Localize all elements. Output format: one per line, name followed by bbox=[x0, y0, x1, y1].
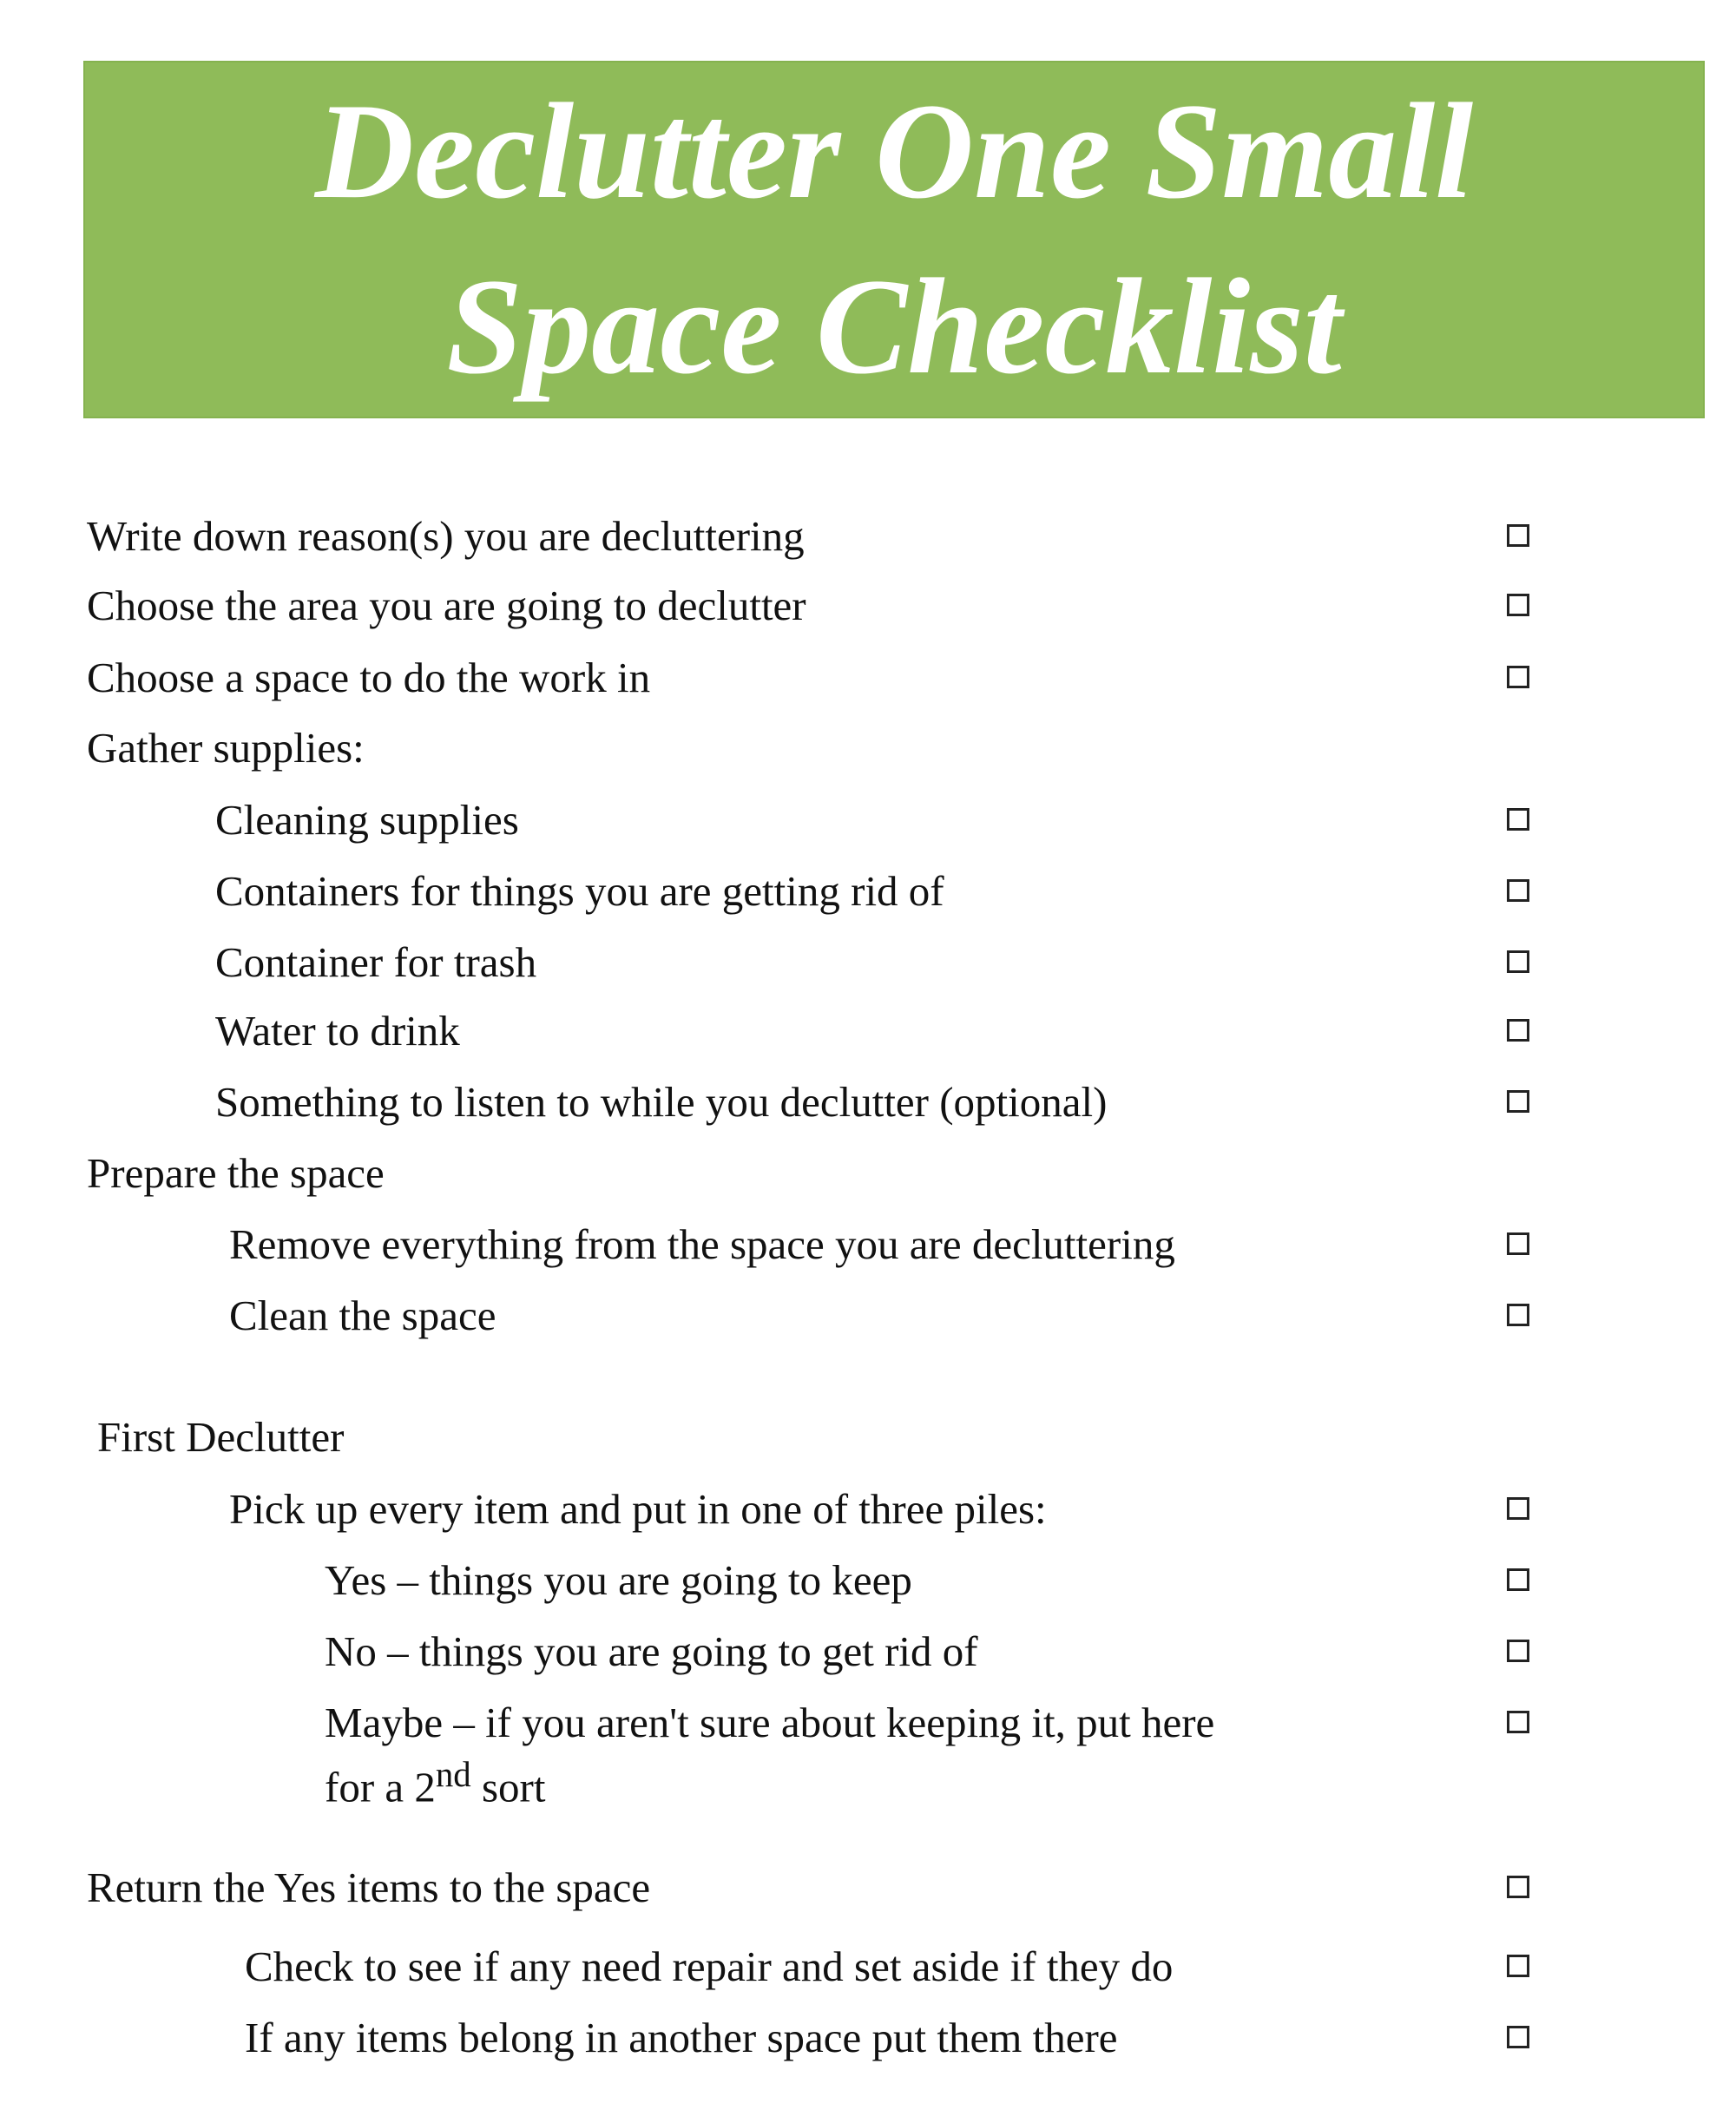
checklist-item bbox=[0, 1554, 1736, 1607]
checklist-item-label: Write down reason(s) you are decluttering bbox=[87, 512, 805, 560]
checkbox[interactable] bbox=[1507, 1640, 1529, 1662]
checklist-item bbox=[0, 794, 1736, 846]
checklist-item bbox=[0, 1290, 1736, 1342]
checklist-item-label: Maybe – if you aren't sure about keeping it, put here bbox=[325, 1699, 1215, 1746]
section-heading bbox=[0, 722, 1736, 774]
checklist-item-label: Yes – things you are going to keep bbox=[325, 1556, 912, 1604]
checklist-item-label: No – things you are going to get rid of bbox=[325, 1627, 978, 1675]
checkbox[interactable] bbox=[1507, 1497, 1529, 1520]
checkbox[interactable] bbox=[1507, 808, 1529, 831]
checkbox[interactable] bbox=[1507, 1019, 1529, 1042]
checklist-item bbox=[0, 865, 1736, 917]
section-heading-label: Prepare the space bbox=[87, 1149, 385, 1197]
checklist-item-label: Something to listen to while you declutter (optional) bbox=[215, 1078, 1108, 1126]
checklist-item bbox=[0, 1005, 1736, 1057]
checklist-item-label-continuation bbox=[325, 1749, 545, 1813]
checklist-item bbox=[0, 1219, 1736, 1271]
checklist-item bbox=[0, 580, 1736, 632]
checklist-item-label: Check to see if any need repair and set aside if they do bbox=[245, 1942, 1174, 1990]
checklist-item bbox=[0, 937, 1736, 989]
section-heading bbox=[0, 1147, 1736, 1200]
checklist-item-label: Clean the space bbox=[229, 1292, 496, 1339]
checkbox[interactable] bbox=[1507, 879, 1529, 902]
checkbox[interactable] bbox=[1507, 2026, 1529, 2048]
checkbox[interactable] bbox=[1507, 1232, 1529, 1255]
checklist-item bbox=[0, 1941, 1736, 1993]
checklist-item bbox=[0, 510, 1736, 562]
checklist-item bbox=[0, 2012, 1736, 2064]
checklist-item bbox=[0, 1076, 1736, 1128]
checklist-item bbox=[0, 652, 1736, 704]
checklist-item bbox=[0, 1862, 1736, 1914]
checklist-item-label: Container for trash bbox=[215, 938, 537, 986]
title-banner bbox=[83, 61, 1705, 418]
checklist-item-label: Pick up every item and put in one of three piles: bbox=[229, 1485, 1047, 1533]
checkbox[interactable] bbox=[1507, 524, 1529, 547]
checklist-item-label: If any items belong in another space put them there bbox=[245, 2014, 1118, 2061]
checkbox[interactable] bbox=[1507, 666, 1529, 688]
section-heading-label: Gather supplies: bbox=[87, 724, 365, 772]
page-title-line-2: Space Checklist bbox=[446, 251, 1342, 403]
checklist-item-label: Remove everything from the space you are decluttering bbox=[229, 1220, 1175, 1268]
checklist-item-label: Choose a space to do the work in bbox=[87, 654, 651, 701]
checkbox[interactable] bbox=[1507, 1304, 1529, 1326]
continuation-prefix: for a 2 bbox=[325, 1763, 436, 1811]
page-title-line-1: Declutter One Small bbox=[314, 76, 1474, 227]
ordinal-suffix: nd bbox=[435, 1755, 471, 1794]
checklist-item-label: Containers for things you are getting rid of bbox=[215, 867, 944, 915]
checklist-item-label: Cleaning supplies bbox=[215, 796, 519, 844]
section-heading bbox=[0, 1411, 1736, 1463]
checkbox[interactable] bbox=[1507, 1955, 1529, 1977]
checklist-item bbox=[0, 1697, 1736, 1811]
checkbox[interactable] bbox=[1507, 1568, 1529, 1591]
checklist-item-label: Choose the area you are going to declutter bbox=[87, 582, 806, 629]
checkbox[interactable] bbox=[1507, 950, 1529, 973]
continuation-suffix: sort bbox=[470, 1763, 546, 1811]
checkbox[interactable] bbox=[1507, 1090, 1529, 1113]
section-heading-label: First Declutter bbox=[97, 1413, 345, 1461]
checkbox[interactable] bbox=[1507, 1711, 1529, 1733]
checklist-item-label: Return the Yes items to the space bbox=[87, 1863, 651, 1911]
checklist-item-label: Water to drink bbox=[215, 1007, 460, 1055]
checkbox[interactable] bbox=[1507, 594, 1529, 616]
checkbox[interactable] bbox=[1507, 1876, 1529, 1898]
checklist-item bbox=[0, 1626, 1736, 1678]
checklist-item bbox=[0, 1483, 1736, 1535]
